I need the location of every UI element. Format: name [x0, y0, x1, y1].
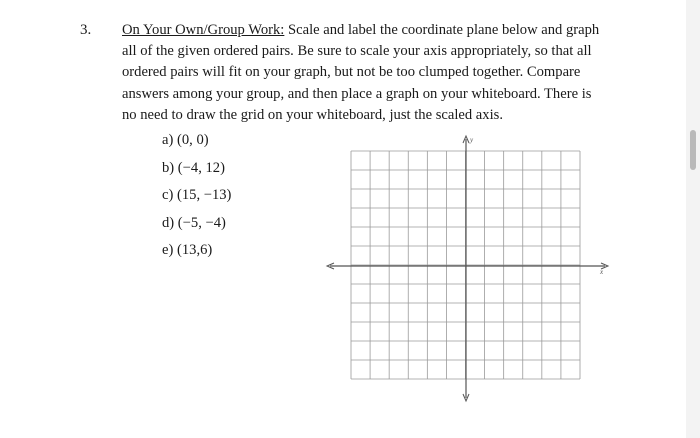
ordered-pair-b: b) (−4, 12)	[162, 159, 225, 176]
ordered-pair-e: e) (13,6)	[162, 242, 213, 258]
x-axis-label: x	[600, 268, 604, 276]
ordered-pair-d: d) (−5, −4)	[162, 214, 226, 231]
problem-line-5: no need to draw the grid on your whiteboard, just the scaled axis.	[122, 106, 503, 123]
problem-heading: On Your Own/Group Work:	[122, 22, 285, 38]
scrollbar-thumb[interactable]	[690, 130, 696, 170]
problem-line-4: answers among your group, and then place a graph on your whiteboard. There is	[122, 85, 592, 102]
scrollbar[interactable]	[686, 0, 700, 438]
problem-line-2: all of the given ordered pairs. Be sure to scale your axis appropriately, so that all	[122, 43, 592, 60]
ordered-pair-a: a) (0, 0)	[162, 132, 209, 148]
y-axis-label: y	[470, 136, 474, 144]
problem-line-3: ordered pairs will fit on your graph, but not be too clumped together. Compare	[122, 64, 581, 81]
ordered-pair-c: c) (15, −13)	[162, 187, 232, 203]
problem-number: 3.	[80, 22, 92, 38]
problem-line-1-text: Scale and label the coordinate plane below and graph	[284, 22, 600, 38]
